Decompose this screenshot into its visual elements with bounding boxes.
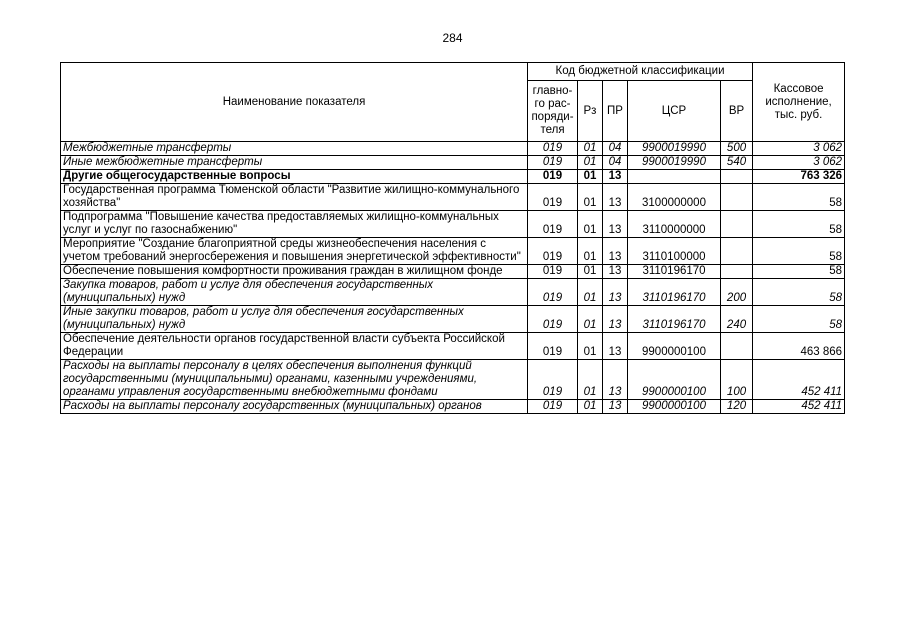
cell-csr <box>628 170 721 184</box>
table-row <box>61 400 845 414</box>
cell-amount: 763 326 <box>753 170 845 184</box>
header-code-group: Код бюджетной классификации <box>528 63 753 81</box>
table-row <box>61 265 845 279</box>
table-row <box>61 170 845 184</box>
cell-amount: 3 062 <box>753 142 845 156</box>
cell-rz: 01 <box>578 211 603 238</box>
cell-name: Мероприятие "Создание благоприятной среды жизнеобеспечения населения с учетом требований энергосбережения и повышения энергетической эффективности" <box>61 238 528 265</box>
cell-rz: 01 <box>578 360 603 400</box>
table-row <box>61 279 845 306</box>
header-amount: Кассовое исполнение, тыс. руб. <box>753 63 845 142</box>
cell-vr: 120 <box>721 400 753 414</box>
cell-pr: 13 <box>603 360 628 400</box>
cell-vr <box>721 238 753 265</box>
cell-csr: 3110196170 <box>628 306 721 333</box>
cell-vr <box>721 170 753 184</box>
cell-vr: 200 <box>721 279 753 306</box>
cell-main-manager: 019 <box>528 211 578 238</box>
cell-amount: 452 411 <box>753 400 845 414</box>
cell-pr: 04 <box>603 142 628 156</box>
cell-main-manager: 019 <box>528 279 578 306</box>
cell-vr <box>721 184 753 211</box>
cell-csr: 3110000000 <box>628 211 721 238</box>
cell-main-manager: 019 <box>528 238 578 265</box>
budget-table <box>60 62 845 414</box>
header-vr: ВР <box>721 81 753 142</box>
cell-pr: 13 <box>603 170 628 184</box>
cell-amount: 58 <box>753 265 845 279</box>
table-body <box>61 142 845 414</box>
cell-name: Подпрограмма "Повышение качества предоставляемых жилищно-коммунальных услуг и услуг по газоснабжению" <box>61 211 528 238</box>
cell-main-manager: 019 <box>528 142 578 156</box>
cell-main-manager: 019 <box>528 184 578 211</box>
cell-name: Расходы на выплаты персоналу государственных (муниципальных) органов <box>61 400 528 414</box>
cell-amount: 58 <box>753 279 845 306</box>
cell-main-manager: 019 <box>528 156 578 170</box>
cell-vr: 240 <box>721 306 753 333</box>
cell-rz: 01 <box>578 306 603 333</box>
cell-vr <box>721 333 753 360</box>
cell-name: Государственная программа Тюменской области "Развитие жилищно-коммунального хозяйства" <box>61 184 528 211</box>
cell-pr: 13 <box>603 279 628 306</box>
cell-main-manager: 019 <box>528 333 578 360</box>
cell-rz: 01 <box>578 142 603 156</box>
cell-main-manager: 019 <box>528 400 578 414</box>
header-rz: Рз <box>578 81 603 142</box>
header-name: Наименование показателя <box>61 63 528 142</box>
cell-rz: 01 <box>578 184 603 211</box>
cell-pr: 13 <box>603 184 628 211</box>
cell-pr: 04 <box>603 156 628 170</box>
cell-csr: 3110100000 <box>628 238 721 265</box>
cell-csr: 9900000100 <box>628 333 721 360</box>
table-row <box>61 306 845 333</box>
cell-vr: 500 <box>721 142 753 156</box>
cell-pr: 13 <box>603 333 628 360</box>
cell-rz: 01 <box>578 170 603 184</box>
cell-vr <box>721 265 753 279</box>
cell-main-manager: 019 <box>528 265 578 279</box>
cell-amount: 3 062 <box>753 156 845 170</box>
header-main-manager: главно-го рас-поряди-теля <box>528 81 578 142</box>
cell-vr: 540 <box>721 156 753 170</box>
cell-name: Обеспечение деятельности органов государственной власти субъекта Российской Федерации <box>61 333 528 360</box>
cell-csr: 3110196170 <box>628 279 721 306</box>
cell-amount: 452 411 <box>753 360 845 400</box>
cell-rz: 01 <box>578 333 603 360</box>
cell-vr <box>721 211 753 238</box>
cell-name: Обеспечение повышения комфортности проживания граждан в жилищном фонде <box>61 265 528 279</box>
cell-amount: 58 <box>753 306 845 333</box>
header-pr: ПР <box>603 81 628 142</box>
cell-rz: 01 <box>578 400 603 414</box>
cell-name: Межбюджетные трансферты <box>61 142 528 156</box>
table-row <box>61 184 845 211</box>
cell-csr: 9900000100 <box>628 360 721 400</box>
cell-rz: 01 <box>578 238 603 265</box>
cell-amount: 58 <box>753 184 845 211</box>
table-row <box>61 360 845 400</box>
table-row <box>61 333 845 360</box>
cell-pr: 13 <box>603 238 628 265</box>
cell-csr: 3100000000 <box>628 184 721 211</box>
cell-name: Расходы на выплаты персоналу в целях обеспечения выполнения функций государственными (муниципальными) органами, казенными учреждениями, органами управления государственными внебюджетными фондами <box>61 360 528 400</box>
header-csr: ЦСР <box>628 81 721 142</box>
table-row <box>61 211 845 238</box>
cell-name: Иные закупки товаров, работ и услуг для обеспечения государственных (муниципальных) нужд <box>61 306 528 333</box>
cell-csr: 3110196170 <box>628 265 721 279</box>
cell-main-manager: 019 <box>528 360 578 400</box>
cell-rz: 01 <box>578 279 603 306</box>
cell-pr: 13 <box>603 265 628 279</box>
cell-amount: 463 866 <box>753 333 845 360</box>
cell-csr: 9900019990 <box>628 142 721 156</box>
cell-rz: 01 <box>578 265 603 279</box>
cell-amount: 58 <box>753 211 845 238</box>
cell-name: Другие общегосударственные вопросы <box>61 170 528 184</box>
cell-pr: 13 <box>603 211 628 238</box>
table-row <box>61 142 845 156</box>
cell-csr: 9900019990 <box>628 156 721 170</box>
cell-pr: 13 <box>603 306 628 333</box>
cell-name: Иные межбюджетные трансферты <box>61 156 528 170</box>
page-number: 284 <box>442 31 463 45</box>
cell-main-manager: 019 <box>528 306 578 333</box>
cell-name: Закупка товаров, работ и услуг для обеспечения государственных (муниципальных) нужд <box>61 279 528 306</box>
cell-rz: 01 <box>578 156 603 170</box>
cell-vr: 100 <box>721 360 753 400</box>
cell-main-manager: 019 <box>528 170 578 184</box>
cell-csr: 9900000100 <box>628 400 721 414</box>
table-row <box>61 156 845 170</box>
cell-amount: 58 <box>753 238 845 265</box>
cell-pr: 13 <box>603 400 628 414</box>
table-row <box>61 238 845 265</box>
